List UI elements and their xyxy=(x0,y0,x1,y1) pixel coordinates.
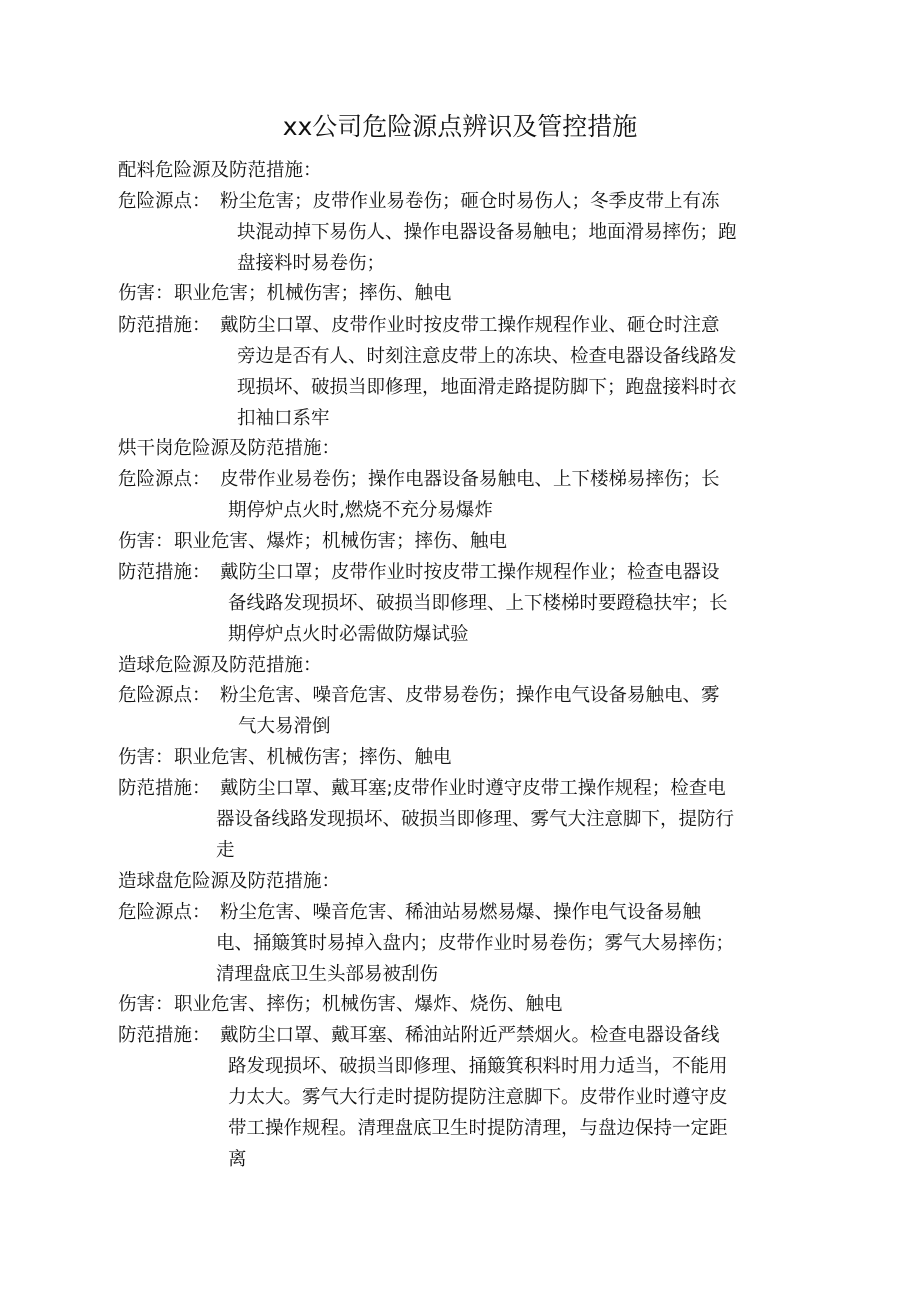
measures-line: 走 xyxy=(216,840,235,861)
measures-line: 力太大。雾气大行走时提防提防注意脚下。皮带作业时遵守皮 xyxy=(228,1087,728,1108)
section-heading-pelletizing: 造球危险源及防范措施： xyxy=(118,655,322,676)
hazards-line: 粉尘危害；皮带作业易卷伤；砸仓时易伤人；冬季皮带上有冻 xyxy=(220,191,720,212)
hazards-label: 危险源点： xyxy=(118,685,211,706)
hazards-line: 盘接料时易卷伤； xyxy=(237,253,386,274)
hazards-line: 清理盘底卫生头部易被刮伤 xyxy=(216,964,439,985)
harm-text: 职业危害、机械伤害；摔伤、触电 xyxy=(174,747,452,768)
section-heading-batching: 配料危险源及防范措施： xyxy=(118,160,322,181)
hazards-label: 危险源点： xyxy=(118,469,211,490)
measures-label: 防范措施： xyxy=(118,1025,211,1046)
hazards-line: 气大易滑倒 xyxy=(238,716,331,737)
measures-line: 器设备线路发现损坏、破损当即修理、雾气大注意脚下，提防行 xyxy=(216,809,735,830)
harm-text: 职业危害、爆炸；机械伤害；摔伤、触电 xyxy=(174,531,508,552)
hazards-line: 粉尘危害、噪音危害、稀油站易燃易爆、操作电气设备易触 xyxy=(220,902,702,923)
measures-line: 备线路发现损坏、破损当即修理、上下楼梯时要蹬稳扶牢；长 xyxy=(228,593,728,614)
measures-line: 戴防尘口罩、戴耳塞;皮带作业时遵守皮带工操作规程；检查电 xyxy=(220,778,726,799)
measures-line: 带工操作规程。清理盘底卫生时提防清理，与盘边保持一定距 xyxy=(228,1118,728,1139)
measures-line: 现损坏、破损当即修理，地面滑走路提防脚下；跑盘接料时衣 xyxy=(237,377,737,398)
hazards-line: 粉尘危害、噪音危害、皮带易卷伤；操作电气设备易触电、雾 xyxy=(220,685,720,706)
hazards-line: 皮带作业易卷伤；操作电器设备易触电、上下楼梯易摔伤；长 xyxy=(220,469,720,490)
measures-line: 戴防尘口罩、戴耳塞、稀油站附近严禁烟火。检查电器设备线 xyxy=(220,1025,720,1046)
measures-line: 期停炉点火时必需做防爆试验 xyxy=(228,624,469,645)
measures-line: 戴防尘口罩、皮带作业时按皮带工操作规程作业、砸仓时注意 xyxy=(220,315,720,336)
harm-label: 伤害： xyxy=(118,283,174,304)
hazards-line: 电、捅簸箕时易掉入盘内；皮带作业时易卷伤；雾气大易摔伤； xyxy=(216,933,735,954)
page-title: xx公司危险源点辨识及管控措施 xyxy=(282,112,638,141)
measures-label: 防范措施： xyxy=(118,778,211,799)
harm-label: 伤害： xyxy=(118,994,174,1015)
section-heading-pellet-disc: 造球盘危险源及防范措施： xyxy=(118,871,341,892)
section-heading-drying: 烘干岗危险源及防范措施： xyxy=(118,438,341,459)
hazards-line: 期停炉点火时,燃烧不充分易爆炸 xyxy=(228,500,493,521)
measures-label: 防范措施： xyxy=(118,315,211,336)
measures-line: 旁边是否有人、时刻注意皮带上的冻块、检查电器设备线路发 xyxy=(237,346,737,367)
hazards-label: 危险源点： xyxy=(118,902,211,923)
measures-line: 戴防尘口罩；皮带作业时按皮带工操作规程作业；检查电器设 xyxy=(220,562,720,583)
hazards-line: 块混动掉下易伤人、操作电器设备易触电；地面滑易摔伤；跑 xyxy=(237,222,737,243)
measures-line: 扣袖口系牢 xyxy=(237,408,330,429)
harm-text: 职业危害、摔伤；机械伤害、爆炸、烧伤、触电 xyxy=(174,994,563,1015)
measures-line: 离 xyxy=(228,1149,247,1170)
harm-text: 职业危害；机械伤害；摔伤、触电 xyxy=(174,283,452,304)
measures-line: 路发现损坏、破损当即修理、捅簸箕积料时用力适当，不能用 xyxy=(228,1056,728,1077)
harm-label: 伤害： xyxy=(118,531,174,552)
hazards-label: 危险源点： xyxy=(118,191,211,212)
harm-label: 伤害： xyxy=(118,747,174,768)
measures-label: 防范措施： xyxy=(118,562,211,583)
